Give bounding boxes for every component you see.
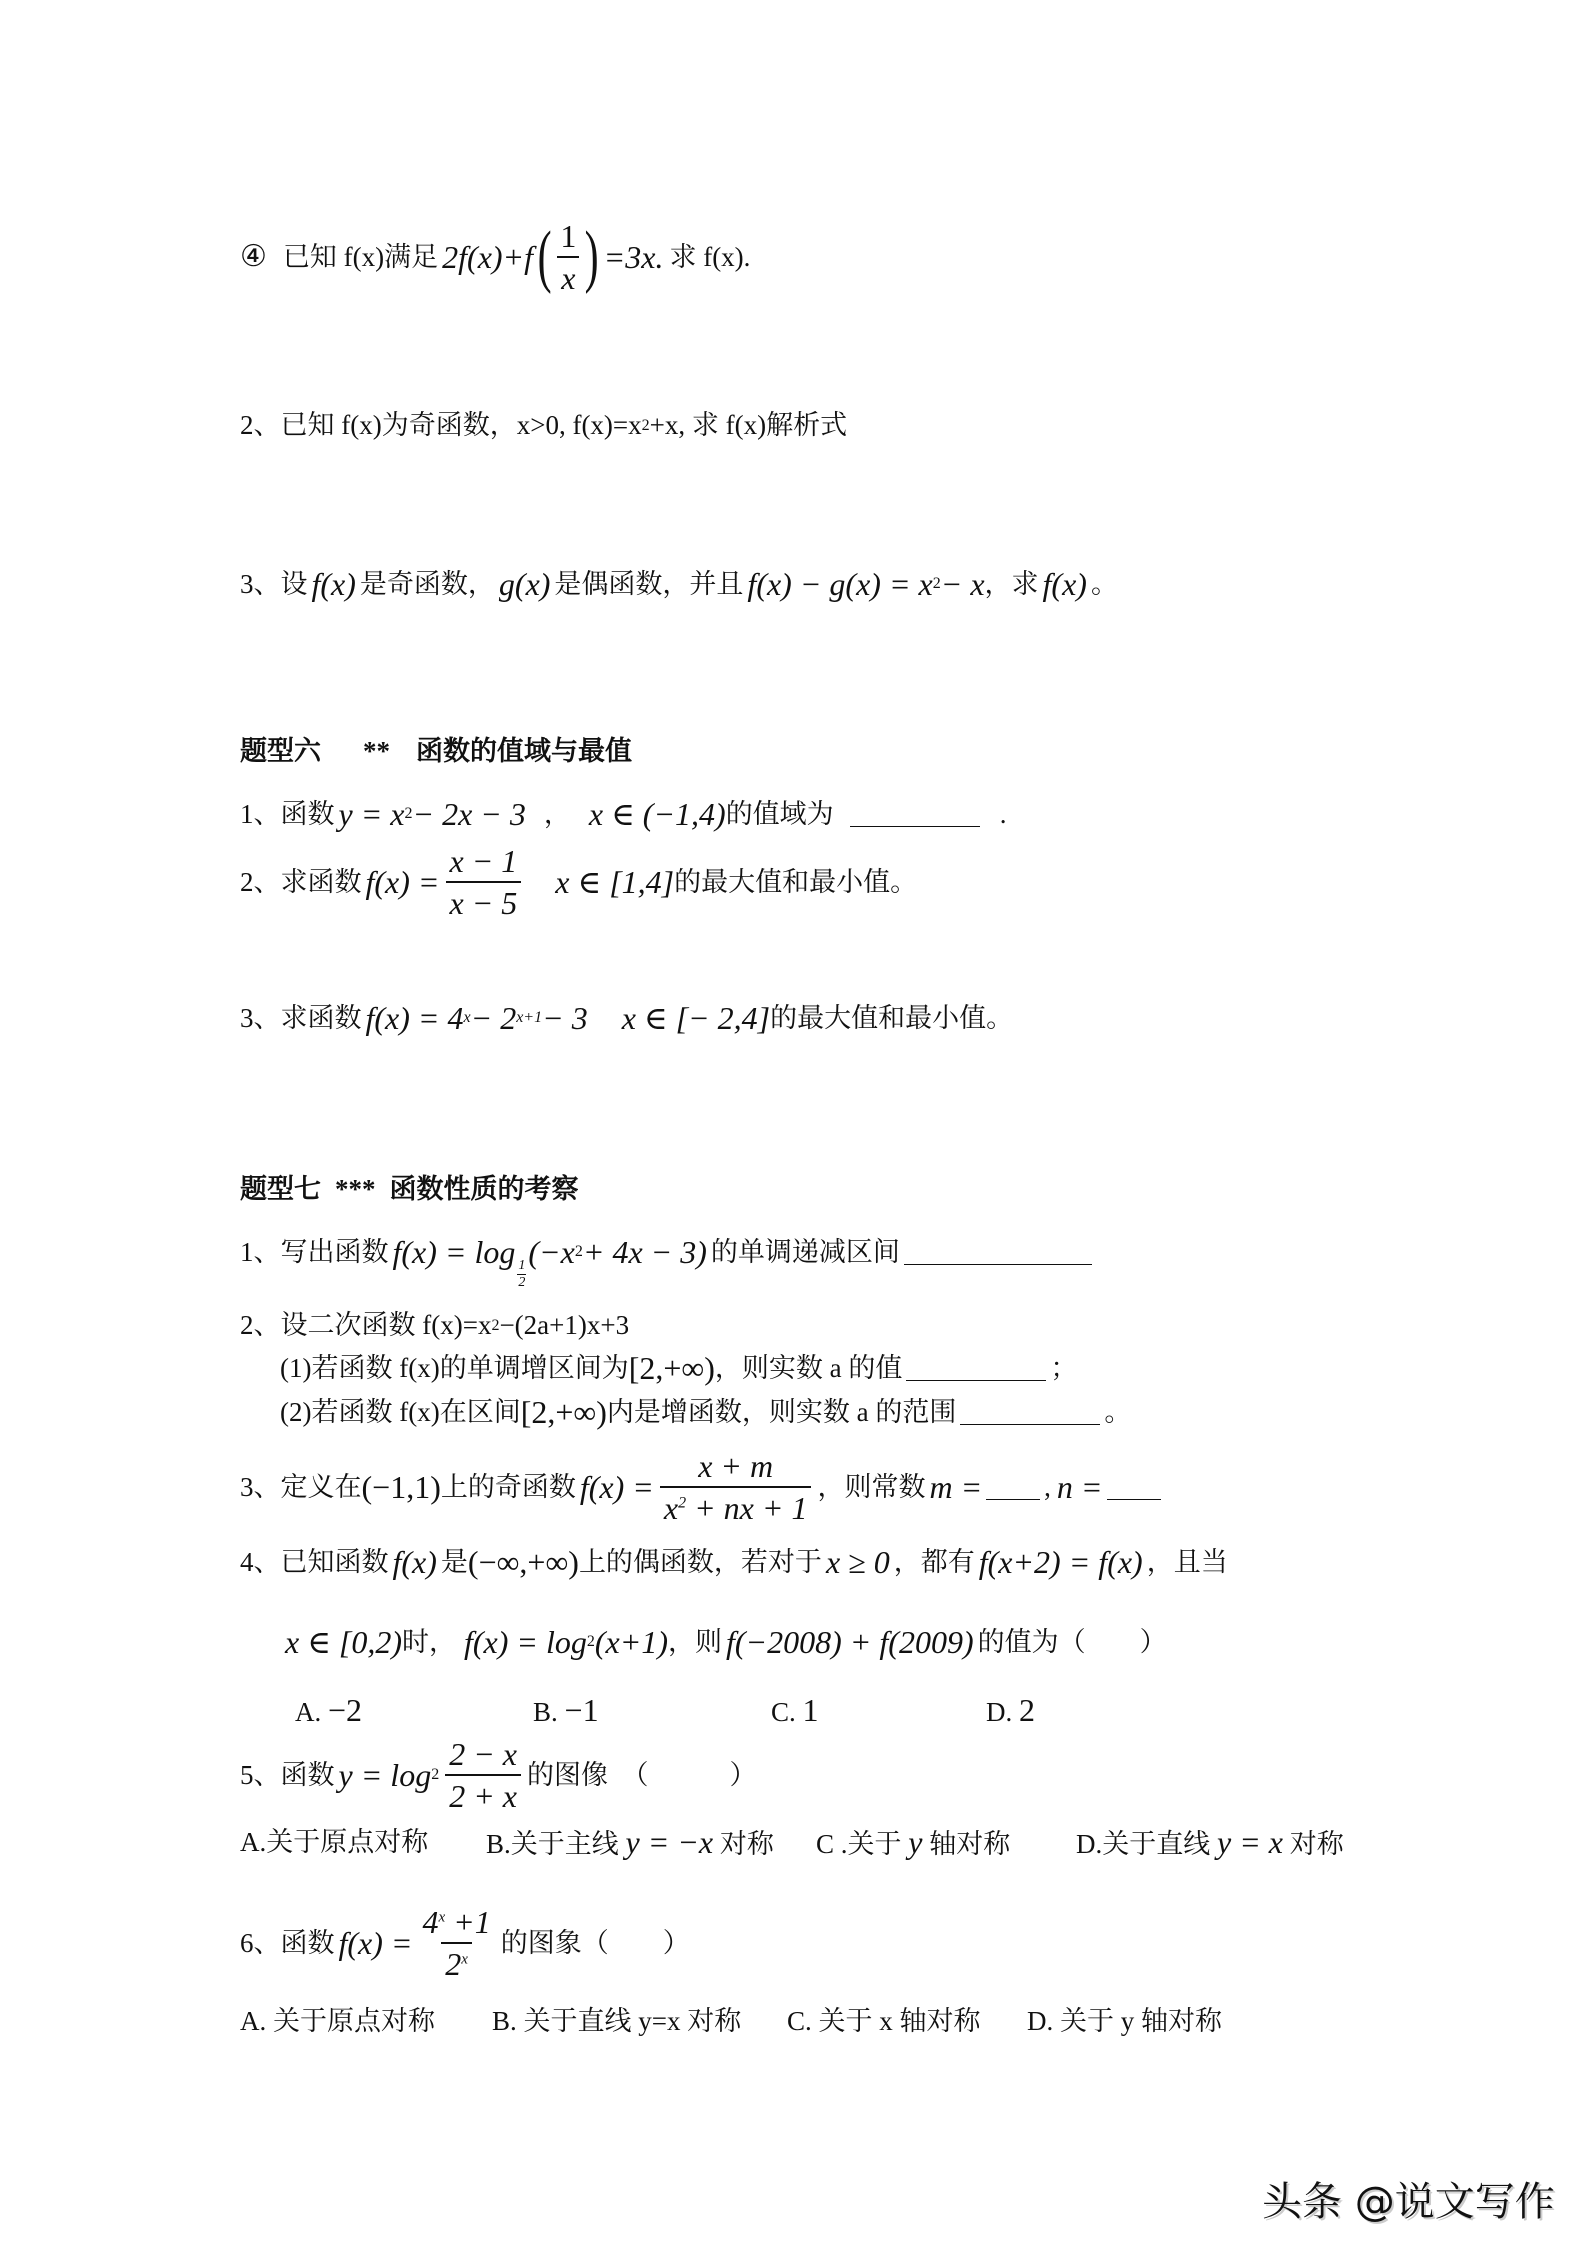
question-text: +x, 求 f(x)解析式 (649, 410, 848, 440)
formula: f(x) (392, 1544, 437, 1580)
option-c[interactable] (787, 2008, 1027, 2035)
question-text: (1)若函数 f(x)的单调增区间为 (280, 1352, 629, 1383)
option-text: 对称 (719, 1829, 774, 1859)
question-text: 的图像 （ ） (526, 1759, 757, 1790)
option-letter: A. (295, 1697, 322, 1727)
s7-question-2-part-1 (280, 1352, 1077, 1384)
question-text: 5、函数 (240, 1759, 335, 1790)
circled-marker: ④ (240, 240, 267, 273)
option-letter: D. (986, 1697, 1013, 1727)
formula: g(x) (498, 566, 551, 602)
formula: f(x) − g(x) = x (747, 566, 933, 602)
option-b[interactable] (533, 1694, 771, 1726)
option-c[interactable] (816, 1826, 1076, 1858)
fraction (419, 1906, 495, 1980)
question-text: 2、设二次函数 f(x)=x (240, 1310, 492, 1340)
s7-question-5-options (240, 1826, 1344, 1858)
question-text: 上的偶函数，若对于 (578, 1546, 822, 1577)
question-text: ，则常数 (817, 1471, 926, 1502)
den-part: + nx + 1 (686, 1490, 808, 1526)
punctuation: ； (1050, 1352, 1078, 1383)
option-value: −2 (328, 1692, 363, 1728)
exponent: 2 (491, 1316, 500, 1334)
option-text: C .关于 (816, 1829, 902, 1859)
formula: − 2 (470, 1000, 517, 1036)
question-text: ，求 (984, 568, 1039, 599)
question-text: 3、设 (240, 568, 308, 599)
separator: ， (543, 798, 571, 829)
domain: x ∈ [− 2,4] (621, 1000, 771, 1036)
num-part: 4 (422, 1904, 439, 1940)
section-6-heading (240, 738, 632, 765)
option-value: 1 (802, 1692, 819, 1728)
interval: [2,+∞) (520, 1394, 607, 1430)
question-text: 1、函数 (240, 798, 335, 829)
question-text: 是 (440, 1546, 468, 1577)
den-part: x (663, 1490, 679, 1526)
formula: f(x) = (338, 1925, 413, 1961)
interval: [2,+∞) (628, 1350, 715, 1386)
option-text: 对称 (1289, 1829, 1344, 1859)
formula: (−x (528, 1234, 575, 1270)
log-base (517, 1259, 526, 1290)
fraction (660, 1450, 812, 1524)
question-text: 的最大值和最小值。 (674, 866, 918, 897)
paren: ( (537, 218, 552, 295)
exponent: 2 (404, 805, 413, 822)
option-math: y (908, 1824, 923, 1860)
question-text: ，则 (668, 1626, 722, 1657)
s6-question-2 (240, 845, 917, 919)
question-text: 是偶函数，并且 (554, 568, 744, 599)
formula: m = (929, 1469, 983, 1505)
question-text: 已知 f(x)满足 (282, 241, 439, 272)
s7-question-4-options (295, 1694, 1035, 1726)
option-text: D.关于直线 (1076, 1829, 1211, 1859)
s7-question-2 (240, 1312, 629, 1339)
exponent: 2 (641, 416, 650, 434)
question-text: 1、写出函数 (240, 1236, 389, 1267)
s7-question-2-part-2 (280, 1396, 1131, 1428)
exponent: 2 (678, 1494, 687, 1512)
option-text: B. 关于直线 y=x 对称 (492, 2006, 742, 2036)
s7-question-6-options (240, 2008, 1222, 2035)
option-text: A. 关于原点对称 (240, 2006, 435, 2036)
option-math: y = −x (625, 1824, 714, 1860)
punctuation: 。 (1104, 1396, 1132, 1427)
option-a[interactable] (240, 2008, 492, 2035)
denominator: x − 5 (446, 881, 522, 919)
formula: f(x) = (579, 1469, 654, 1505)
formula: − x (940, 566, 985, 602)
s6-question-1 (240, 798, 1006, 830)
fraction (446, 845, 522, 919)
s7-question-5 (240, 1738, 756, 1812)
denominator: x (557, 256, 579, 294)
domain: x ∈ [1,4] (555, 864, 675, 900)
numerator: x + m (698, 1448, 774, 1484)
fraction (445, 1738, 521, 1812)
formula: x ≥ 0 (825, 1544, 890, 1580)
denominator (660, 1486, 812, 1524)
exponent: 2 (932, 575, 941, 592)
question-text: ，且当 (1146, 1546, 1228, 1577)
fraction (556, 220, 580, 294)
formula: y = log (338, 1757, 432, 1793)
option-d[interactable] (1076, 1826, 1344, 1858)
option-value: 2 (1019, 1692, 1035, 1728)
formula: f(x) (311, 566, 356, 602)
option-text: C. 关于 x 轴对称 (787, 2006, 981, 2036)
formula: y = x (338, 796, 405, 832)
formula: (x+1) (594, 1624, 668, 1660)
question-text: 2、求函数 (240, 866, 362, 897)
option-math: y = x (1217, 1824, 1283, 1860)
formula: f(x) = 4 (365, 1000, 464, 1036)
option-b[interactable] (486, 1826, 816, 1858)
section-title: 题型七 (240, 1174, 321, 1204)
question-text: −(2a+1)x+3 (499, 1310, 630, 1340)
denominator: 2 + x (445, 1774, 521, 1812)
question-2 (240, 412, 847, 439)
formula: − 2x − 3 (412, 796, 526, 832)
numerator (419, 1906, 495, 1942)
question-text: 3、求函数 (240, 1002, 362, 1033)
domain: x ∈ [0,2) (285, 1624, 402, 1660)
option-b[interactable] (492, 2008, 787, 2035)
question-text: 是奇函数， (359, 568, 495, 599)
section-subtitle: 函数性质的考察 (389, 1174, 579, 1204)
formula: − 3 (542, 1000, 588, 1036)
question-text: 的单调递减区间 (710, 1236, 900, 1267)
base-numerator: 1 (518, 1257, 526, 1273)
formula: f(x) = (365, 864, 440, 900)
option-a[interactable] (295, 1694, 533, 1726)
option-text: B.关于主线 (486, 1829, 619, 1859)
exponent: x+1 (516, 1009, 543, 1026)
formula: f(x) = log (392, 1234, 516, 1270)
numerator: x − 1 (449, 843, 518, 879)
numerator: 2 − x (449, 1736, 517, 1772)
question-4-circled (240, 220, 750, 294)
question-text: 。 (1090, 568, 1118, 599)
log-base: 2 (431, 1766, 440, 1783)
interval: (−1,1) (361, 1469, 441, 1505)
option-d[interactable] (986, 1694, 1035, 1726)
question-text: 求 f(x). (669, 241, 751, 272)
punctuation: , (1044, 1471, 1051, 1502)
exponent: 2 (574, 1243, 583, 1260)
difficulty-stars: ** (363, 736, 390, 766)
exponent: x (461, 1951, 468, 1968)
section-7-heading (240, 1176, 579, 1203)
difficulty-stars: *** (335, 1174, 376, 1204)
answer-blank[interactable] (850, 825, 980, 827)
question-text: 上的奇函数 (440, 1471, 576, 1502)
question-text: 的值域为 (725, 798, 834, 829)
question-text: 6、函数 (240, 1927, 335, 1958)
den-part: 2 (445, 1946, 462, 1982)
section-title: 题型六 (240, 736, 321, 766)
formula: f(x) (1042, 566, 1087, 602)
answer-blank[interactable] (906, 1379, 1046, 1381)
question-3 (240, 568, 1118, 600)
formula: f(x) = log (464, 1624, 587, 1660)
s7-question-3 (240, 1450, 1165, 1524)
paren: ) (585, 218, 599, 295)
question-text: ，则实数 a 的值 (714, 1352, 903, 1383)
option-letter: C. (771, 1697, 796, 1727)
watermark: 头条 @说文写作 (1262, 2179, 1555, 2225)
s7-question-1 (240, 1234, 1096, 1290)
option-text: 轴对称 (929, 1829, 1011, 1859)
question-text: ，都有 (893, 1546, 975, 1577)
option-text: D. 关于 y 轴对称 (1027, 2006, 1222, 2036)
question-text: 2、已知 f(x)为奇函数，x>0, f(x)=x (240, 410, 642, 440)
option-text: A.关于原点对称 (240, 1826, 429, 1857)
option-value: −1 (564, 1692, 599, 1728)
answer-blank-n[interactable] (1107, 1498, 1161, 1500)
question-text: 4、已知函数 (240, 1546, 389, 1577)
exponent: x (438, 1909, 446, 1926)
option-d[interactable] (1027, 2008, 1222, 2035)
s6-question-3 (240, 1002, 1013, 1034)
section-subtitle: 函数的值域与最值 (416, 736, 632, 766)
question-text: 的值为（ ） (977, 1626, 1167, 1657)
formula: 2f(x)+f (442, 239, 534, 275)
s7-question-4-line-1 (240, 1546, 1228, 1578)
option-letter: B. (533, 1697, 558, 1727)
answer-blank-m[interactable] (986, 1498, 1040, 1500)
interval: (−∞,+∞) (467, 1544, 579, 1580)
denominator (441, 1942, 472, 1980)
option-a[interactable] (240, 1826, 486, 1857)
s7-question-6 (240, 1906, 690, 1980)
s7-question-4-line-2 (285, 1626, 1167, 1658)
base-denominator: 2 (518, 1274, 526, 1290)
question-text: 的图象（ ） (500, 1927, 690, 1958)
num-part: +1 (445, 1904, 491, 1940)
numerator: 1 (560, 218, 577, 254)
formula: n = (1056, 1469, 1103, 1505)
log-base: 2 (586, 1633, 595, 1650)
question-text: 内是增函数，则实数 a 的范围 (606, 1396, 957, 1427)
domain: x ∈ (−1,4) (588, 796, 726, 832)
question-text: 的最大值和最小值。 (770, 1002, 1014, 1033)
answer-blank[interactable] (960, 1423, 1100, 1425)
formula: + 4x − 3) (582, 1234, 707, 1270)
exponent: x (463, 1009, 471, 1026)
formula: f(x+2) = f(x) (978, 1544, 1143, 1580)
question-text: 时， (402, 1626, 456, 1657)
question-text: (2)若函数 f(x)在区间 (280, 1396, 521, 1427)
formula: f(−2008) + f(2009) (726, 1624, 974, 1660)
question-text: 3、定义在 (240, 1471, 362, 1502)
period: . (999, 798, 1007, 829)
option-c[interactable] (771, 1694, 986, 1726)
formula: =3x. (603, 239, 664, 275)
answer-blank[interactable] (904, 1263, 1092, 1265)
